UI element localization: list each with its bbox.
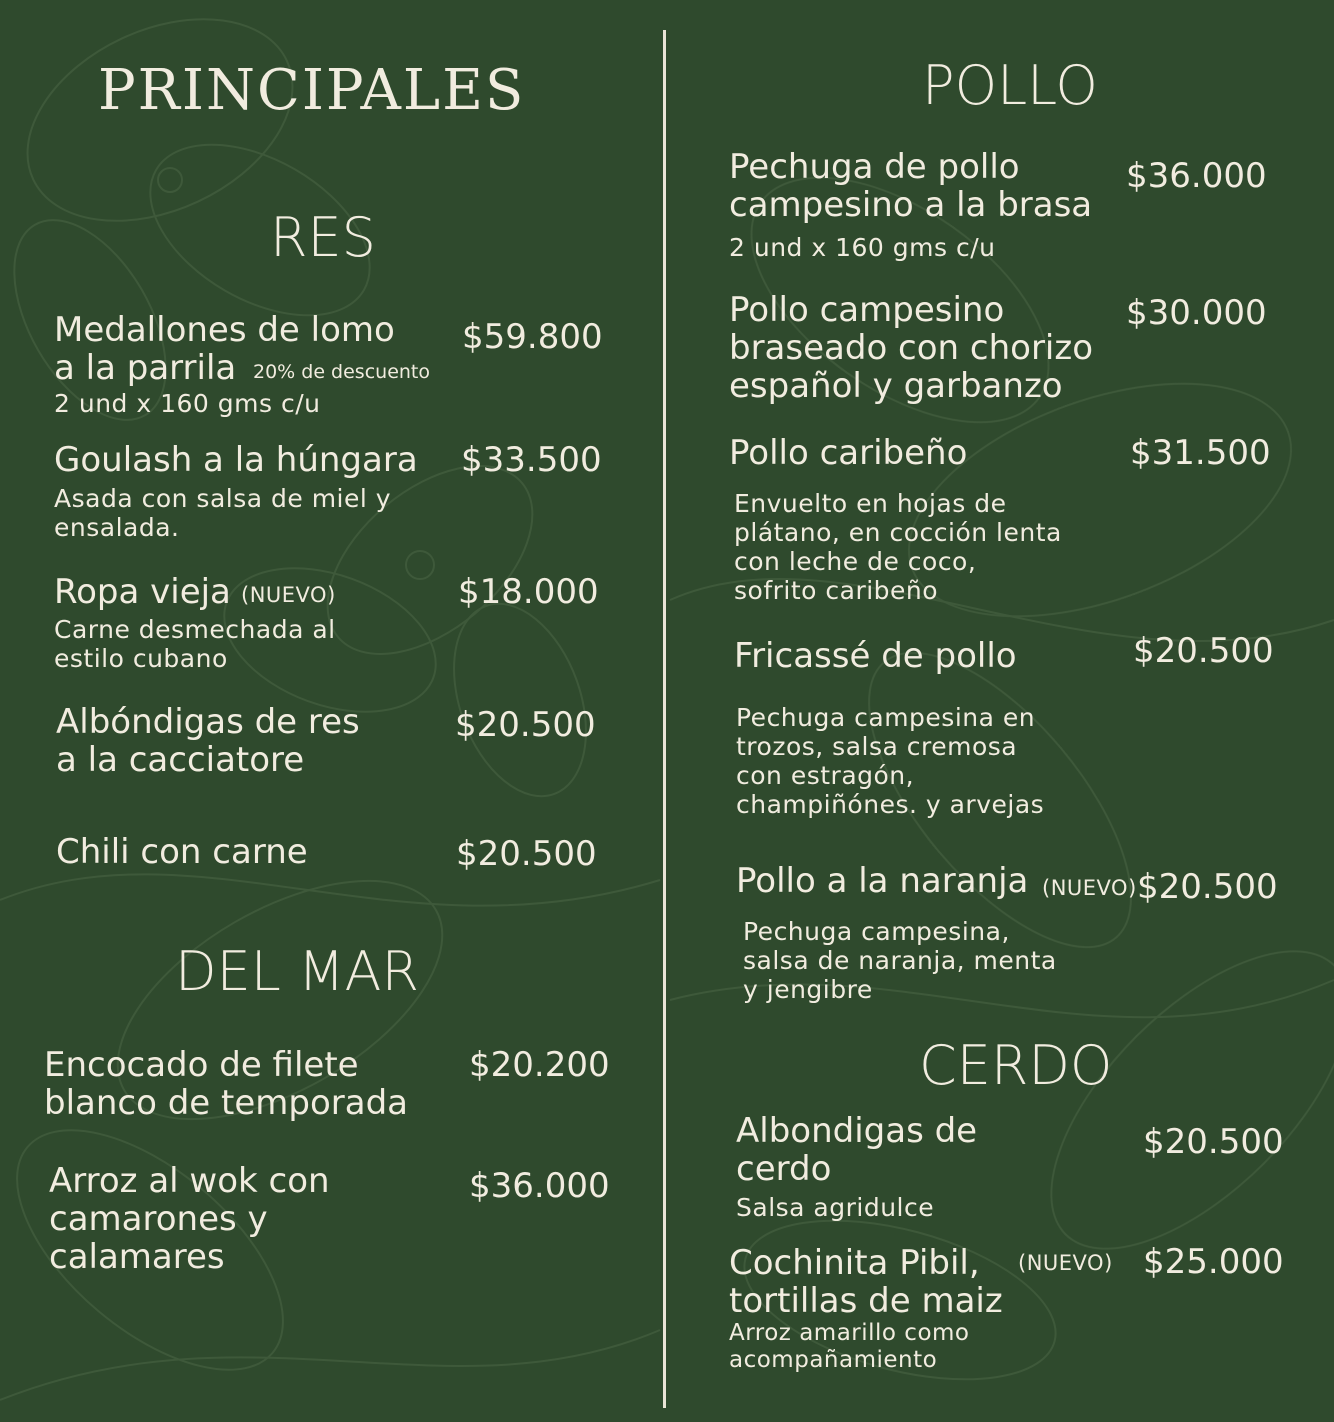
item-name-pollo-naranja: Pollo a la naranja <box>736 861 1029 901</box>
item-price-albondigas-res: $20.500 <box>455 705 596 745</box>
item-price-medallones: $59.800 <box>462 317 603 357</box>
menu-title: PRINCIPALES <box>98 58 526 123</box>
item-name-albondigas-cerdo: Albondigas de cerdo <box>736 1111 978 1189</box>
item-price-arroz-wok: $36.000 <box>469 1166 610 1206</box>
item-price-fricasse: $20.500 <box>1133 631 1274 671</box>
item-desc-goulash: Asada con salsa de miel y ensalada. <box>54 484 392 542</box>
item-name-goulash: Goulash a la húngara <box>54 440 418 480</box>
item-name-albondigas-res: Albóndigas de res a la cacciatore <box>56 702 360 780</box>
item-name-chili: Chili con carne <box>56 832 308 872</box>
item-desc-fricasse: Pechuga campesina en trozos, salsa cremosa con estragón, champiñónes. y arvejas <box>736 703 1045 819</box>
item-price-pollo-naranja: $20.500 <box>1137 867 1278 907</box>
item-price-ropa-vieja: $18.000 <box>458 572 599 612</box>
item-price-albondigas-cerdo: $20.500 <box>1143 1122 1284 1162</box>
section-title-pollo: POLLO <box>922 54 1098 117</box>
item-name-pollo-caribeno: Pollo caribeño <box>729 433 968 473</box>
item-desc-pollo-naranja: Pechuga campesina, salsa de naranja, menta y jengibre <box>743 917 1057 1004</box>
item-price-cochinita: $25.000 <box>1143 1242 1284 1282</box>
item-desc-pechuga-brasa: 2 und x 160 gms c/u <box>729 233 996 262</box>
section-title-cerdo: CERDO <box>919 1034 1113 1097</box>
column-divider <box>663 30 666 1408</box>
item-price-encocado: $20.200 <box>469 1045 610 1085</box>
item-price-pollo-caribeno: $31.500 <box>1130 433 1271 473</box>
item-note-medallones: 20% de descuento <box>253 361 431 383</box>
section-title-del-mar: DEL MAR <box>175 940 420 1003</box>
item-name-arroz-wok: Arroz al wok con camarones y calamares <box>49 1161 330 1277</box>
item-desc-albondigas-cerdo: Salsa agridulce <box>736 1193 935 1222</box>
item-tag-ropa-vieja: (NUEVO) <box>241 583 336 607</box>
item-price-goulash: $33.500 <box>461 440 602 480</box>
item-name-cochinita: Cochinita Pibil, tortillas de maiz <box>729 1243 1003 1321</box>
item-desc-medallones: 2 und x 160 gms c/u <box>54 389 321 418</box>
item-tag-pollo-naranja: (NUEVO) <box>1042 876 1137 900</box>
item-name-ropa-vieja: Ropa vieja <box>54 572 231 612</box>
section-title-res: RES <box>270 206 376 269</box>
item-name-encocado: Encocado de filete blanco de temporada <box>44 1045 409 1123</box>
item-price-pechuga-brasa: $36.000 <box>1126 156 1267 196</box>
item-desc-cochinita: Arroz amarillo como acompañamiento <box>729 1320 970 1373</box>
item-name-fricasse: Fricassé de pollo <box>734 636 1017 676</box>
item-name-pollo-campesino: Pollo campesino braseado con chorizo español y garbanzo <box>729 290 1094 406</box>
item-desc-pollo-caribeno: Envuelto en hojas de plátano, en cocción lenta con leche de coco, sofrito caribeño <box>734 489 1062 605</box>
item-name-pechuga-brasa: Pechuga de pollo campesino a la brasa <box>729 147 1093 225</box>
item-name-medallones: Medallones de lomo a la parrila <box>54 310 395 388</box>
item-price-pollo-campesino: $30.000 <box>1126 293 1267 333</box>
item-price-chili: $20.500 <box>456 834 597 874</box>
item-tag-cochinita: (NUEVO) <box>1018 1251 1113 1275</box>
item-desc-ropa-vieja: Carne desmechada al estilo cubano <box>54 615 336 673</box>
